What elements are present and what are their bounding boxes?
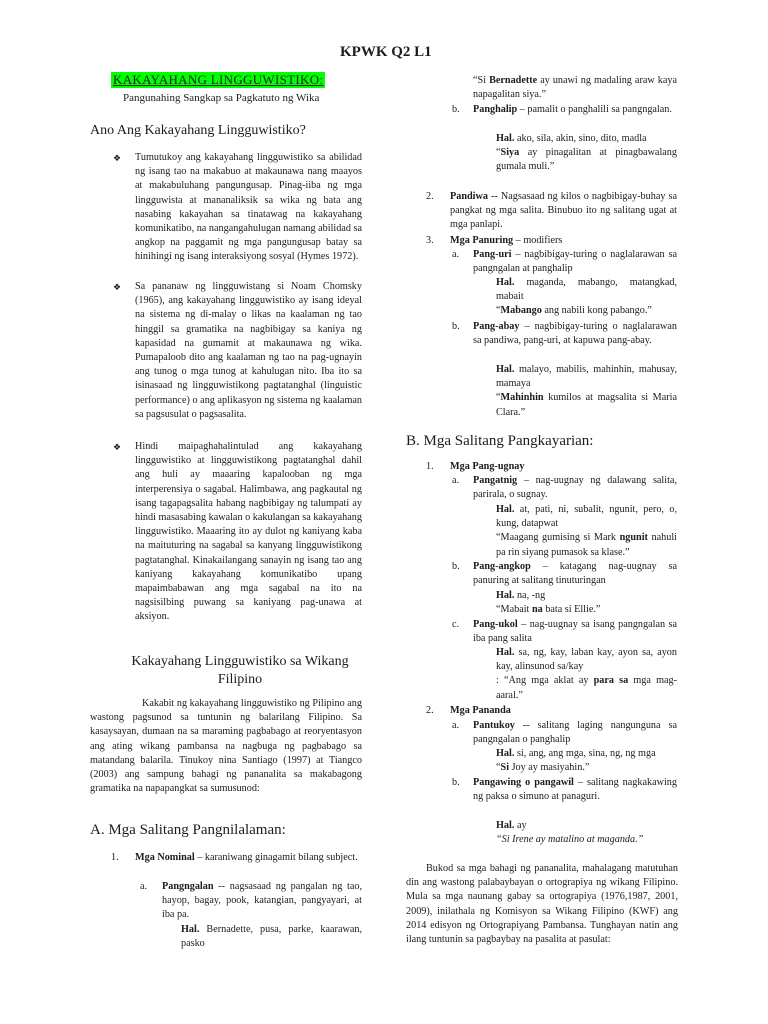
- definition: – nagbibigay-turing o naglalarawan sa pandiwa, pang-uri, at kapuwa pang-abay.: [473, 321, 677, 347]
- quote-part: “Mabait: [496, 604, 532, 616]
- definition: – modifiers: [513, 235, 563, 246]
- quote-bold: Siya: [500, 147, 520, 159]
- list-item: [452, 719, 677, 747]
- list-item: [426, 234, 677, 248]
- quote-part: ay pinagalitan at pinagbawalang gumala muli.”: [496, 147, 677, 173]
- list-item: [113, 440, 362, 625]
- list-item: [452, 320, 677, 348]
- quote-bold: Si: [500, 762, 510, 774]
- list-item: [111, 851, 362, 865]
- hal-label: Hal.: [496, 590, 515, 601]
- example-line: [496, 747, 677, 775]
- example-line: [496, 589, 677, 617]
- term: Pang-abay: [473, 321, 520, 332]
- definition: -- Nagsasaad ng kilos o nagbibigay-buhay sa pangkat ng mga salita. Binubuo ito ng salitang ugat at mga panlapi.: [450, 191, 677, 231]
- example-text: at, pati, ni, subalit, ngunit, pero, o, kung, datapwat: [496, 504, 677, 530]
- example-quote: “Si Irene ay matalino at maganda.”: [496, 834, 644, 846]
- list-letter: c.: [452, 619, 460, 630]
- definition: – nagbibigay-turing o naglalarawan sa pangngalan at panghalip: [473, 249, 677, 275]
- hal-label: Hal.: [496, 364, 515, 375]
- hal-label: Hal.: [496, 277, 515, 288]
- definition: – pamalit o panghalili sa pangngalan.: [517, 104, 672, 115]
- definition: – salitang nagkakawing ng paksa o simuno at panaguri.: [473, 777, 677, 803]
- example-line: [496, 503, 677, 560]
- example-text: ay: [514, 820, 527, 831]
- term: Pangngalan: [162, 881, 214, 892]
- definition: – nag-uugnay sa isang pangngalan sa iba pang salita: [473, 619, 677, 645]
- list-item: [113, 151, 362, 265]
- list-item: [426, 460, 677, 474]
- subheading: Pangunahing Sangkap sa Pagkatuto ng Wika: [123, 92, 320, 104]
- term: Mga Panuring: [450, 235, 514, 246]
- section-paragraph: Kakabit ng kakayahang lingguwistiko ng Pilipino ang wastong pagsunod sa tuntunin ng balarilang Filipino. Sa kasaysayan, dumaan na sa maraming pagbabago at reoryentasyon ang ating wikang pambansa na nagbuga ng pagbabago sa matandang balarila. Tinukoy nina Santiago (1997) at Tiangco (2003) ang sampung bahagi ng pananalita sa makabagong gramatika na napapangkat sa sumusunod:: [90, 698, 362, 795]
- hal-label: Hal.: [496, 504, 515, 515]
- list-number: 2.: [426, 191, 434, 202]
- example-line: [181, 923, 362, 951]
- term: Pang-uri: [473, 249, 512, 260]
- example-text: si, ang, ang mga, sina, ng, ng mga: [514, 748, 656, 759]
- quote-part: “: [496, 305, 501, 317]
- term: Pantukoy: [473, 720, 515, 731]
- term: Pang-angkop: [473, 561, 531, 572]
- example-text: malayo, mabilis, mahinhin, mahusay, mamaya: [496, 364, 677, 390]
- example-quote: [473, 74, 677, 102]
- definition: – karaniwang ginagamit bilang subject.: [194, 852, 358, 863]
- list-letter: b.: [452, 777, 460, 788]
- quote-part: nahuli pa rin siyang pumasok sa klase.”: [496, 532, 677, 558]
- list-letter: b.: [452, 561, 460, 572]
- definition: -- nagsasaad ng pangalan ng tao, hayop, bagay, pook, katangian, pangyayari, at iba pa.: [162, 881, 362, 921]
- term: Panghalip: [473, 104, 518, 115]
- quote-bold: Mahinhin: [500, 392, 544, 404]
- list-number: 1.: [111, 852, 119, 863]
- definition: – nag-uugnay ng dalawang salita, parirala, o sugnay.: [473, 475, 677, 501]
- hal-label: Hal.: [181, 924, 200, 935]
- term: Mga Nominal: [135, 852, 195, 863]
- list-letter: b.: [452, 321, 460, 332]
- quote-part: “: [496, 392, 501, 404]
- example-line: [496, 646, 677, 703]
- list-letter: a.: [452, 249, 460, 260]
- example-line: [496, 363, 677, 420]
- closing-paragraph: Bukod sa mga bahagi ng pananalita, mahalagang matutuhan din ang wastong palabaybayan o ortograpiya ng wikang Filipino. Mula sa mga naunang gabay sa ortograpiya (1976,1987, 2001, 2009), inilathala ng Komisyon sa Wikang Filipino (KWF) ang 2014 edisyon ng Ortograpiyang Pambansa. Tunghayan natin ang ilang tuntunin sa pagbaybay na pasalita at pasulat:: [406, 863, 678, 946]
- list-letter: a.: [140, 881, 148, 892]
- section-heading-wikang-filipino: Kakayahang Lingguwistiko sa Wikang Filipino: [131, 654, 349, 687]
- bullet-text: Sa pananaw ng lingguwistang si Noam Chomsky (1965), ang kakayahang lingguwistiko ay isang ideyal na sistema ng di-malay o likas na kaalaman ng tao hinggil sa gramatika na nagbibigay sa kaniya ng kapasidad na gumamit at makaunawa ng wika. Pumapaloob dito ang kaalaman ng tao na pag-ugnayin ang tunog o mga tunog at kahulugan nito. Iba ito sa isinasaad ng lingguwistikong pagtatanghal (linguistic performance) o ang aplikasyon ng sistema ng kaalaman sa pagsusulat o pagsasalita.: [135, 281, 362, 420]
- quote-part: kumilos at magsalita si Maria Clara.”: [496, 392, 677, 418]
- list-letter: a.: [452, 475, 460, 486]
- example-text: na, -ng: [514, 590, 546, 601]
- quote-part: ay unawi ng madaling araw kaya napagalitan siya.”: [473, 75, 677, 101]
- term: Pangatnig: [473, 475, 518, 486]
- example-line: [496, 276, 677, 319]
- diamond-bullet-icon: ❖: [113, 153, 122, 163]
- quote-part: bata si Ellie.”: [542, 604, 601, 616]
- quote-part: Joy ay masiyahin.”: [509, 762, 590, 774]
- quote-bold: Mabango: [500, 305, 542, 317]
- diamond-bullet-icon: ❖: [113, 282, 122, 292]
- example-text: ako, sila, akin, sino, dito, madla: [514, 133, 647, 144]
- quote-bold: ngunit: [619, 532, 648, 544]
- section-heading-ano-ang: Ano Ang Kakayahang Lingguwistiko?: [90, 123, 306, 138]
- section-heading-pangnilalaman: A. Mga Salitang Pangnilalaman:: [90, 822, 286, 838]
- list-number: 3.: [426, 235, 434, 246]
- quote-bold: Bernadette: [489, 75, 538, 86]
- term: Pangawing o pangawil: [473, 777, 574, 788]
- list-number: 1.: [426, 461, 434, 472]
- quote-part: : “Ang mga aklat ay: [496, 675, 594, 687]
- hal-label: Hal.: [496, 748, 515, 759]
- term: Mga Pang-ugnay: [450, 461, 525, 472]
- example-line: [496, 132, 677, 175]
- list-item: [426, 704, 677, 718]
- list-item: [452, 560, 677, 588]
- list-item: [140, 880, 362, 923]
- definition: -- salitang laging nangunguna sa pangngalan o panghalip: [473, 720, 677, 746]
- quote-part: ang nabili kong pabango.”: [541, 305, 652, 317]
- quote-part: mga mag-aaral.”: [496, 675, 677, 701]
- quote-bold: na: [531, 604, 543, 616]
- list-item: [113, 280, 362, 422]
- list-letter: a.: [452, 720, 460, 731]
- example-line: [496, 819, 677, 847]
- list-item: [452, 474, 677, 502]
- bullet-text: Tumutukoy ang kakayahang lingguwistiko sa abilidad ng isang tao na makabuo at makaunawa nang maayos at makabuluhang pangungusap. Pinag-iiba ng mga lingguwista at mananaliksik sa wika ng bata ang nasabing kakayahan sa tinatawag na kakayahang komunikatibo, na nangangahulugan namang abilidad sa angkop na paggamit ng mga pangungusap batay sa hinihingi ng isang interaksiyong sosyal (Hymes 1972).: [135, 152, 362, 263]
- example-text: sa, ng, kay, laban kay, ayon sa, ayon kay, alinsunod sa/kay: [496, 647, 677, 673]
- example-text: Bernadette, pusa, parke, kaarawan, pasko: [181, 924, 362, 950]
- quote-bold: para sa: [593, 675, 629, 687]
- quote-part: “: [496, 147, 501, 159]
- list-item: [452, 776, 677, 804]
- list-item: [426, 190, 677, 233]
- definition: – katagang nag-uugnay sa panuring at salitang tinuturingan: [473, 561, 677, 587]
- hal-label: Hal.: [496, 133, 515, 144]
- hal-label: Hal.: [496, 647, 515, 658]
- list-item: [452, 103, 677, 117]
- example-text: maganda, mabango, matangkad, mabait: [496, 277, 677, 303]
- bullet-text: Hindi maipaghahalintulad ang kakayahang lingguwistiko at lingguwistikong pagtatanghal dahil ang huli ay maaaring kapalooban ng mga interperensiya o sagabal. Halimbawa, ang pagkautal ng isang tagapagsalita habang nagbibigay ng talumpati ay hindi masasabing kawalan o kakulangan sa kakayahang lingguwistiko. Maaaring ito ay dulot ng kaniyang kaba na maituturing na sagabal sa kanyang lingguwistikong pagtatanghal. Kinakailangang sanayin ng isang tao ang kaniyang kakayahang komunikatibo upang mapaimbabawan ang mga sagabal na ito na nagsisilbing puwang sa kaniyang pag-unawa at aksiyon.: [135, 441, 362, 623]
- list-letter: b.: [452, 104, 460, 115]
- document-title: KPWK Q2 L1: [340, 44, 432, 60]
- quote-part: “Maagang gumising si Mark: [496, 532, 620, 544]
- section-heading-pangkayarian: B. Mga Salitang Pangkayarian:: [406, 433, 594, 449]
- list-item: [452, 618, 677, 646]
- term: Mga Pananda: [450, 705, 511, 716]
- diamond-bullet-icon: ❖: [113, 442, 122, 452]
- term: Pang-ukol: [473, 619, 518, 630]
- quote-part: “: [496, 762, 501, 774]
- main-heading: KAKAYAHANG LINGGUWISTIKO:: [113, 72, 324, 87]
- term: Pandiwa: [450, 191, 488, 202]
- quote-part: “Si: [473, 75, 490, 86]
- list-number: 2.: [426, 705, 434, 716]
- list-item: [452, 248, 677, 276]
- hal-label: Hal.: [496, 820, 515, 831]
